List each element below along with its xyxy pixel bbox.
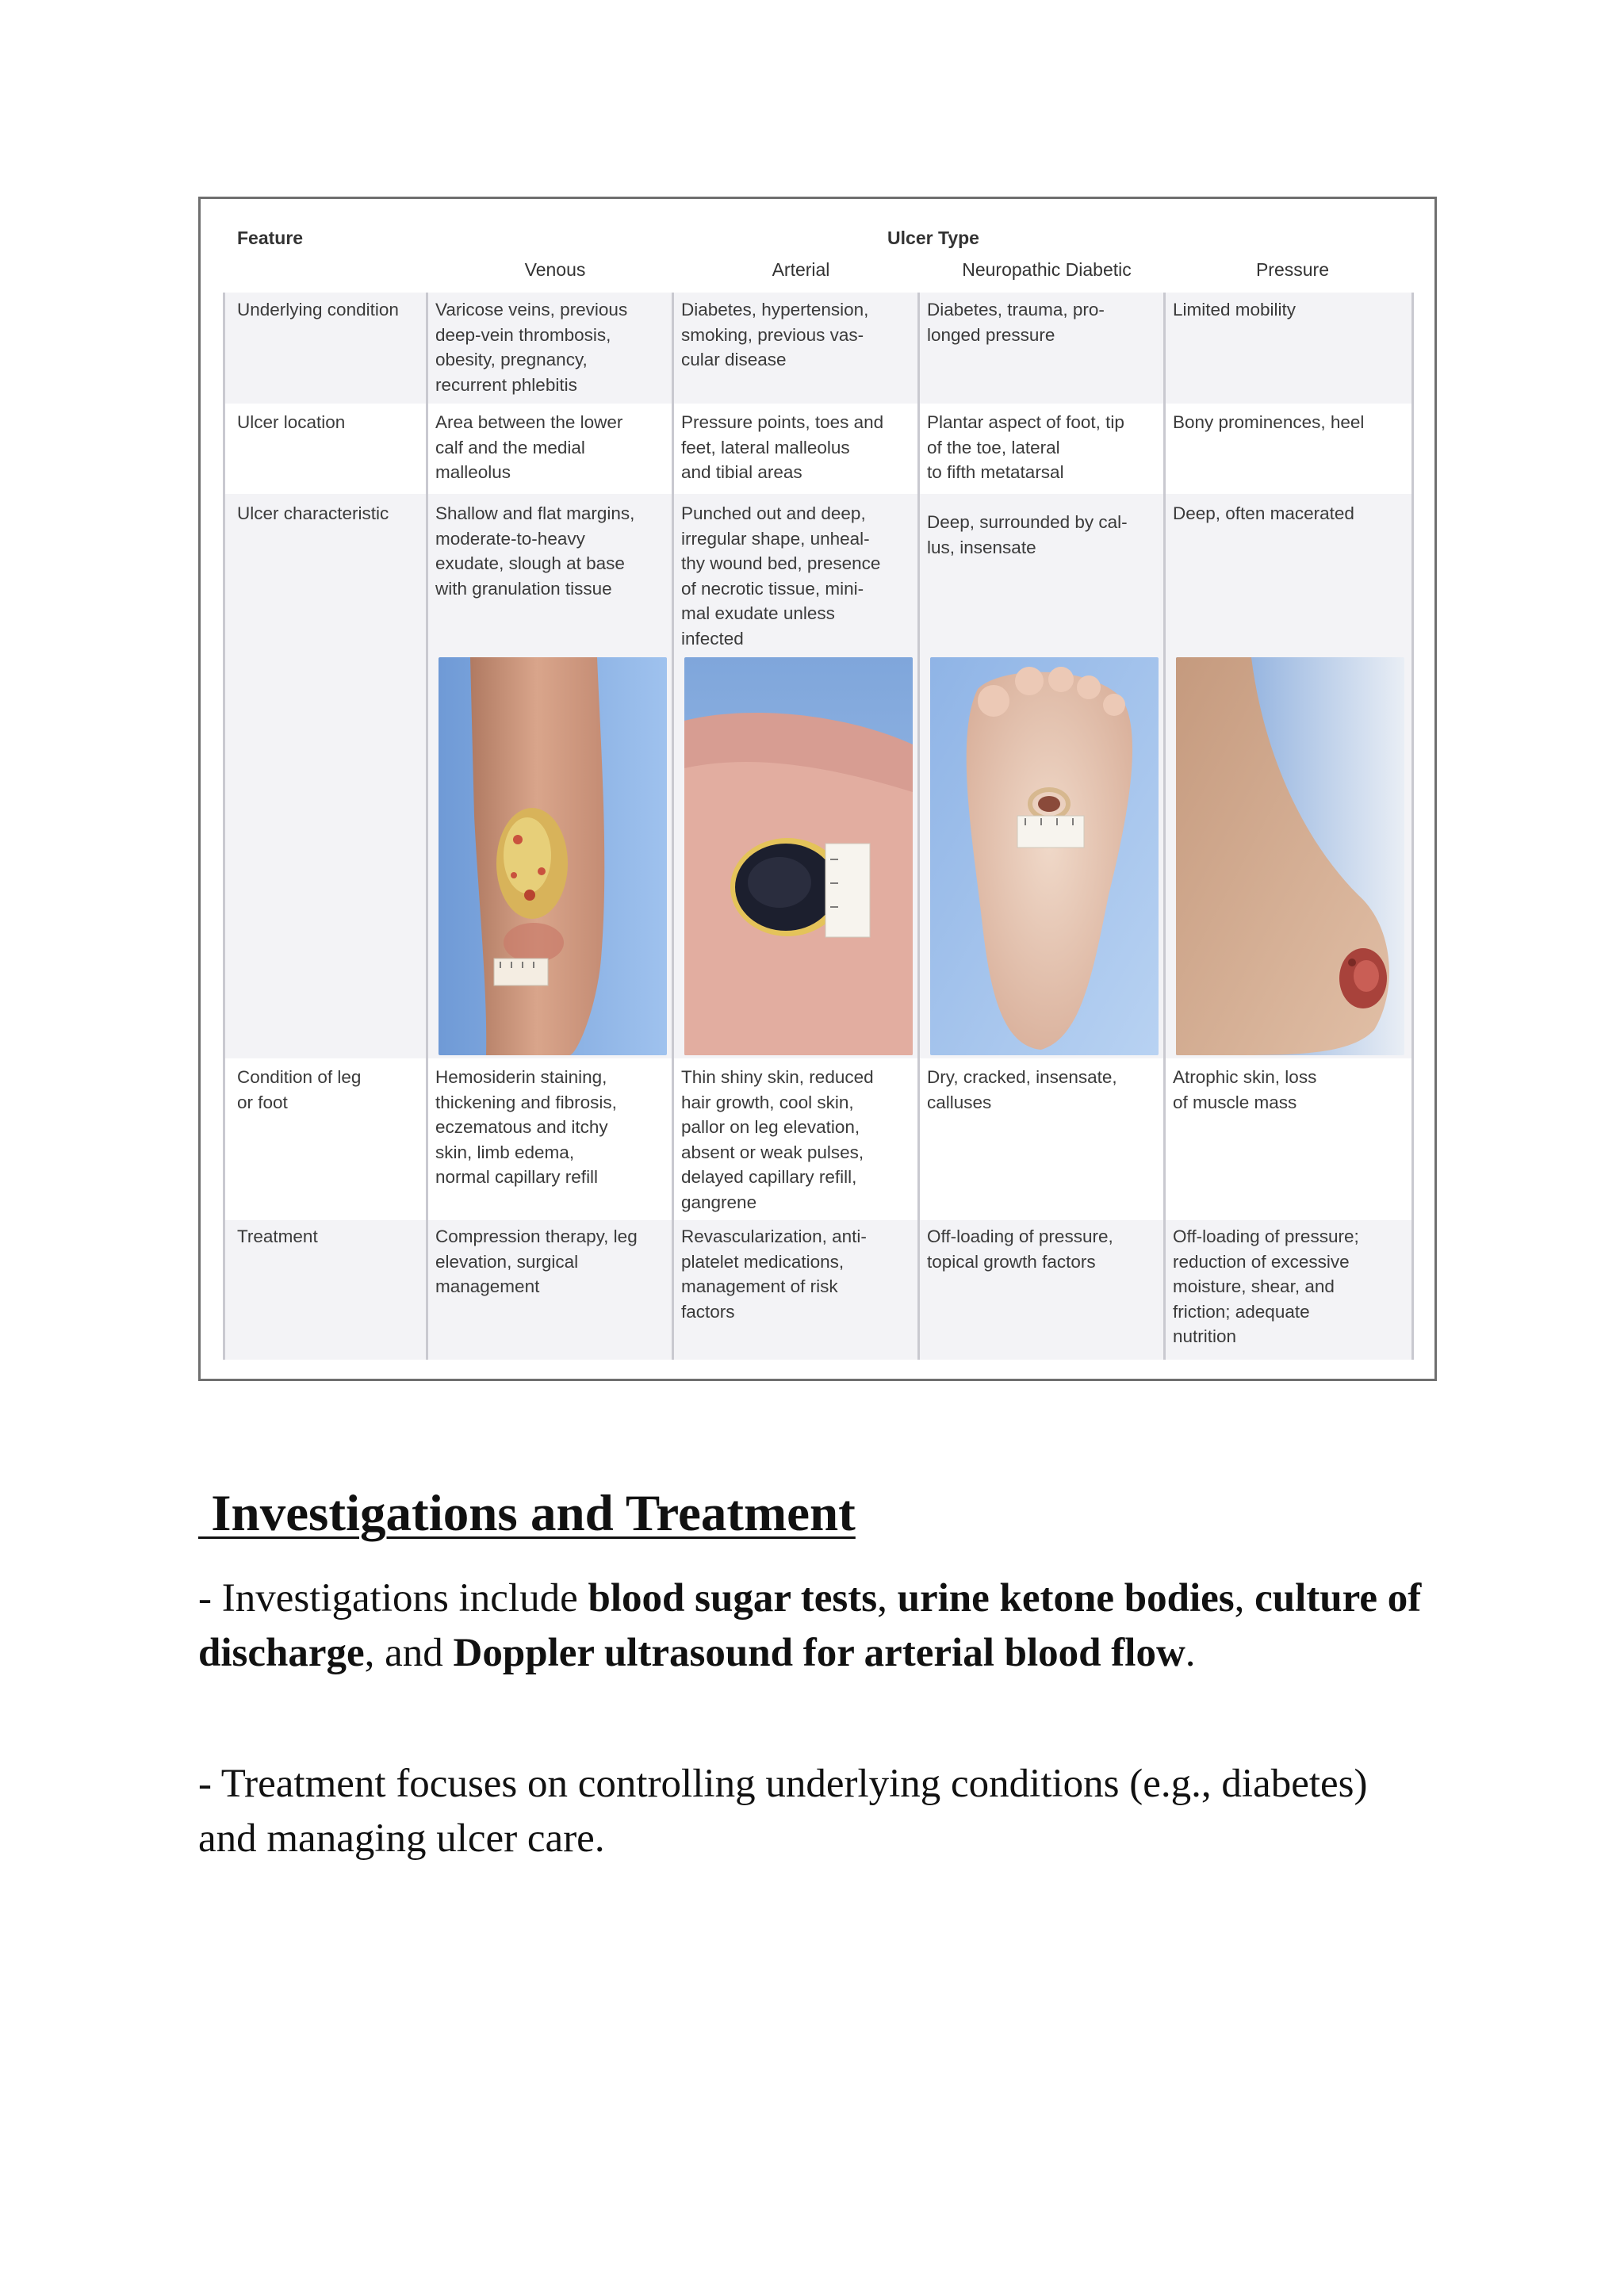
- column-header-arterial: Arterial: [772, 259, 830, 280]
- column-header-venous: Venous: [524, 259, 586, 280]
- cell-neuropathic-location: Plantar aspect of foot, tip of the toe, lateral to fifth metatarsal: [927, 412, 1124, 482]
- cell-pressure-underlying: Limited mobility: [1173, 300, 1297, 320]
- arterial-ulcer-photo: [684, 657, 913, 1055]
- neuropathic-ulcer-photo: [930, 657, 1159, 1055]
- cell-venous-location: Area between the lower calf and the medial malleolus: [435, 412, 623, 482]
- feature-ulcer-characteristic: Ulcer characteristic: [237, 503, 389, 523]
- feature-underlying-condition: Underlying condition: [237, 300, 399, 320]
- treatment-paragraph: - Treatment focuses on controlling underlying conditions (e.g., diabetes) and managing ulcer care.: [198, 1762, 1368, 1861]
- ulcer-comparison-figure: [198, 197, 1437, 1381]
- cell-arterial-condition: Thin shiny skin, reduced hair growth, cool skin, pallor on leg elevation, absent or weak pulses, delayed capillary refill, gangrene: [681, 1067, 874, 1212]
- cell-arterial-characteristic: Punched out and deep, irregular shape, unheal- thy wound bed, presence of necrotic tissue, mini- mal exudate unless infected: [681, 503, 881, 649]
- venous-ulcer-photo: [439, 657, 667, 1055]
- feature-treatment: Treatment: [237, 1226, 318, 1246]
- feature-condition-leg-foot: Condition of leg or foot: [237, 1067, 362, 1112]
- cell-neuropathic-treatment: Off-loading of pressure, topical growth factors: [927, 1226, 1113, 1272]
- cell-neuropathic-underlying: Diabetes, trauma, pro- longed pressure: [927, 300, 1105, 345]
- ulcer-type-header: Ulcer Type: [887, 228, 979, 248]
- cell-venous-characteristic: Shallow and flat margins, moderate-to-heavy exudate, slough at base with granulation tissue: [435, 503, 635, 599]
- cell-pressure-treatment: Off-loading of pressure; reduction of excessive moisture, shear, and friction; adequate nutrition: [1173, 1226, 1359, 1346]
- cell-pressure-location: Bony prominences, heel: [1173, 412, 1365, 432]
- cell-venous-condition: Hemosiderin staining, thickening and fibrosis, eczematous and itchy skin, limb edema, normal capillary refill: [435, 1067, 617, 1187]
- pressure-ulcer-photo: [1176, 657, 1404, 1055]
- feature-header: Feature: [237, 228, 304, 248]
- cell-venous-treatment: Compression therapy, leg elevation, surgical management: [435, 1226, 638, 1296]
- cell-arterial-underlying: Diabetes, hypertension, smoking, previous vas- cular disease: [681, 300, 869, 369]
- cell-neuropathic-condition: Dry, cracked, insensate, calluses: [927, 1067, 1117, 1112]
- cell-venous-underlying: Varicose veins, previous deep-vein thrombosis, obesity, pregnancy, recurrent phlebitis: [435, 300, 628, 395]
- cell-pressure-condition: Atrophic skin, loss of muscle mass: [1173, 1067, 1317, 1112]
- cell-neuropathic-characteristic: Deep, surrounded by cal- lus, insensate: [927, 512, 1128, 557]
- column-header-pressure: Pressure: [1255, 259, 1330, 280]
- feature-ulcer-location: Ulcer location: [237, 412, 346, 432]
- cell-arterial-treatment: Revascularization, anti- platelet medications, management of risk factors: [681, 1226, 867, 1322]
- cell-pressure-characteristic: Deep, often macerated: [1173, 503, 1354, 523]
- column-header-neuropathic: Neuropathic Diabetic: [962, 259, 1132, 280]
- section-heading: Investigations and Treatment: [198, 1485, 856, 1542]
- investigations-paragraph: - Investigations include blood sugar tests, urine ketone bodies, culture of discharge, and Doppler ultrasound for arterial blood flow.: [198, 1576, 1422, 1675]
- cell-arterial-location: Pressure points, toes and feet, lateral malleolus and tibial areas: [681, 412, 884, 482]
